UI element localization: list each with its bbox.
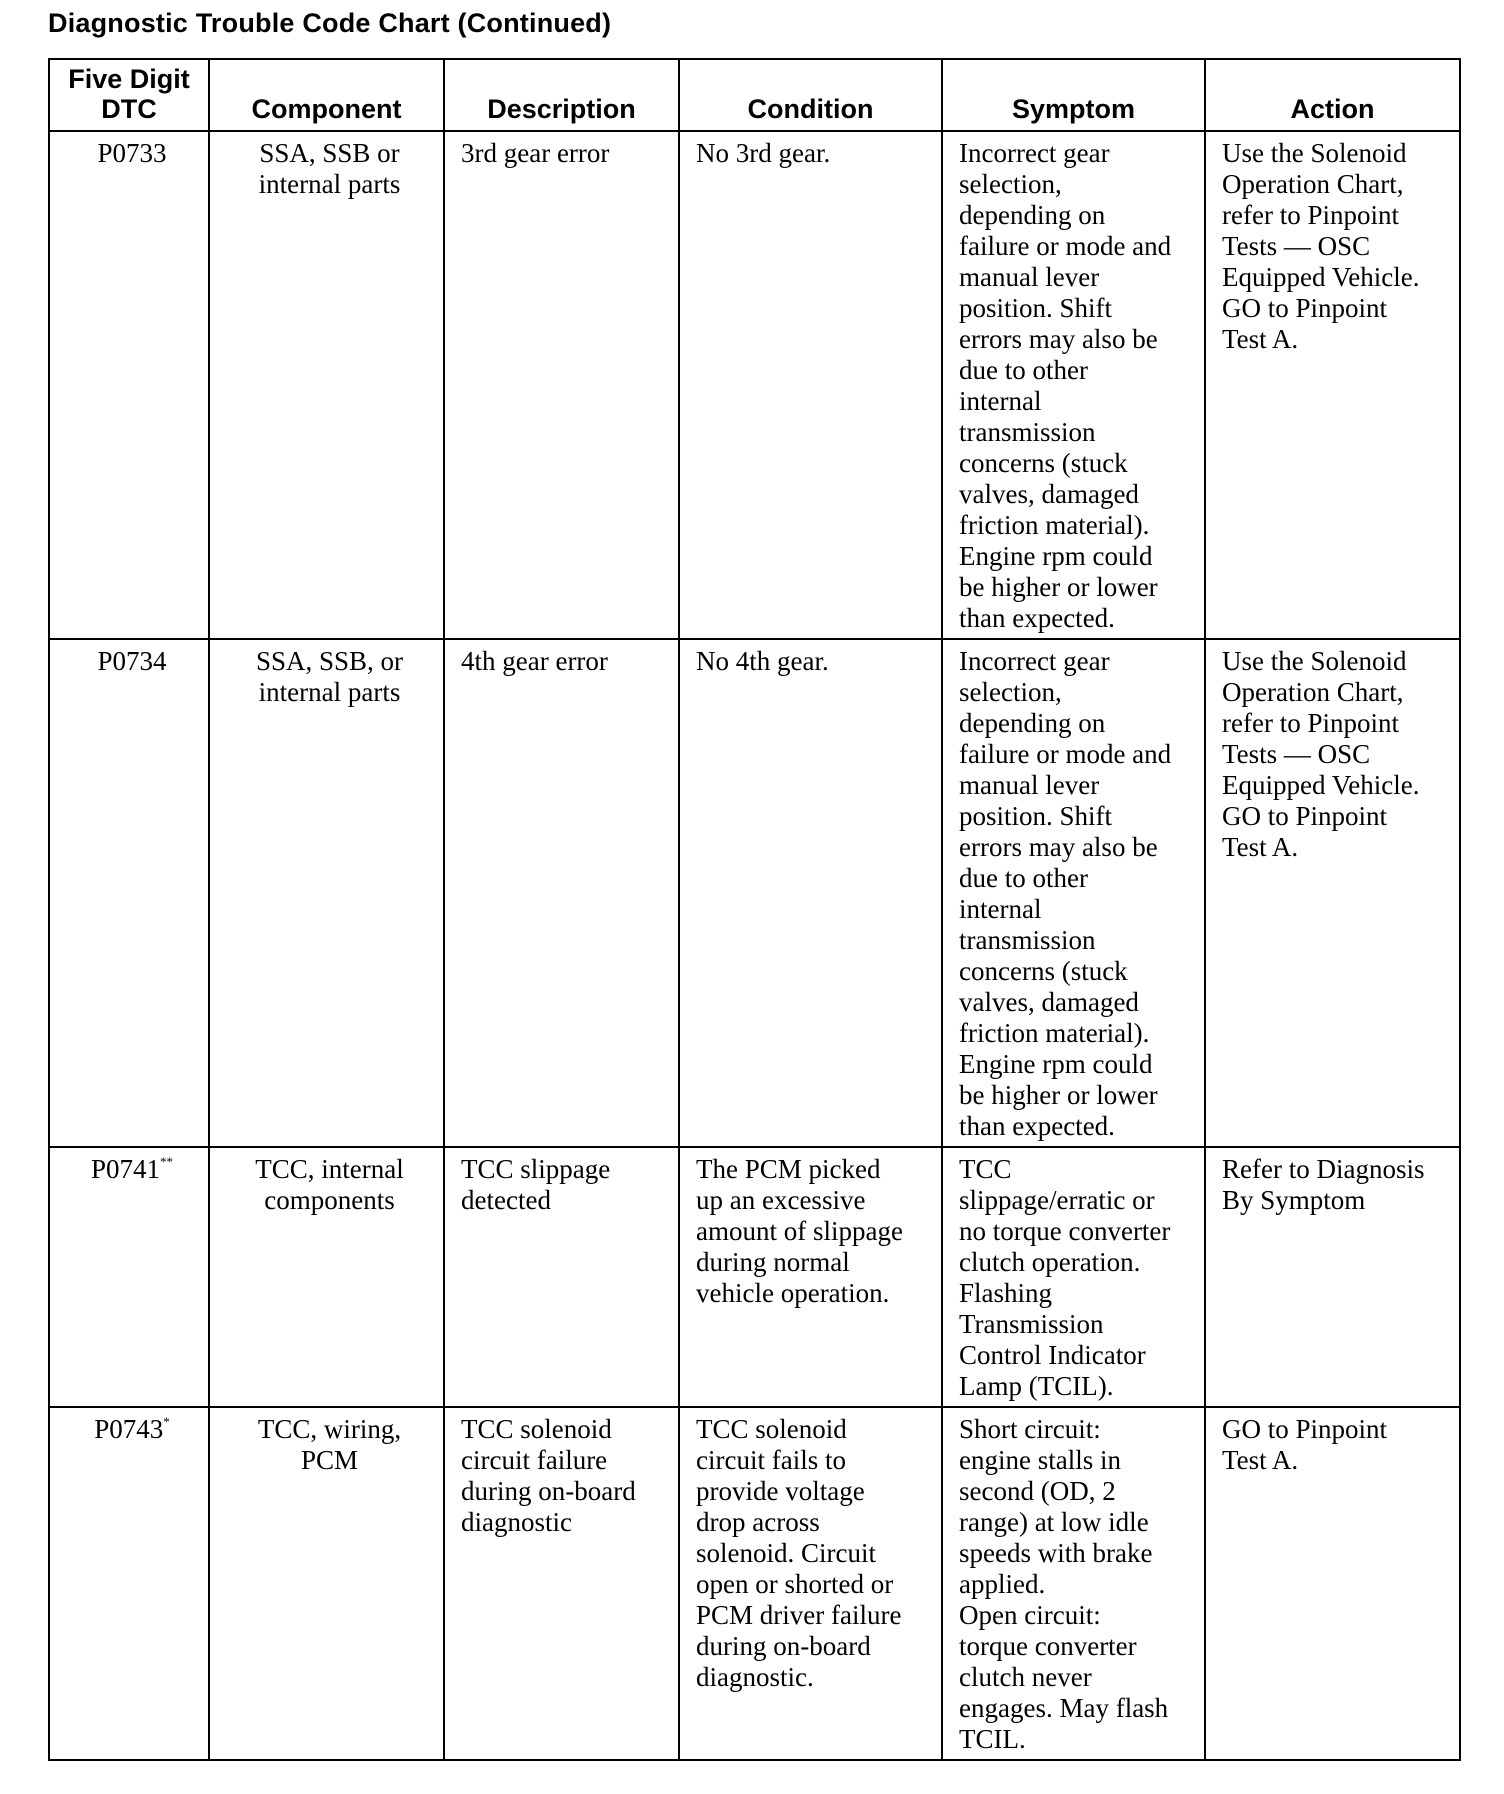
symptom-cell: Incorrect gear selection, depending on failure or mode and manual lever position. Shift errors may also be due to other internal transmission concerns (stuck valves, damaged friction material). Engine rpm could be higher or lower than expected.	[942, 131, 1205, 639]
table-row	[49, 1407, 1460, 1760]
dtc-chart-table	[48, 58, 1461, 1761]
condition-cell: TCC solenoid circuit fails to provide voltage drop across solenoid. Circuit open or shorted or PCM driver failure during on-board diagnostic.	[679, 1407, 942, 1760]
symptom-cell: Short circuit: engine stalls in second (OD, 2 range) at low idle speeds with brake applied. Open circuit: torque converter clutch never engages. May flash TCIL.	[942, 1407, 1205, 1760]
header-component: Component	[209, 59, 444, 131]
header-symptom: Symptom	[942, 59, 1205, 131]
header-description: Description	[444, 59, 679, 131]
dtc-cell: P0734	[49, 639, 209, 1147]
header-action: Action	[1205, 59, 1460, 131]
page-title: Diagnostic Trouble Code Chart (Continued)	[48, 8, 612, 38]
table-row	[49, 639, 1460, 1147]
description-cell: 4th gear error	[444, 639, 679, 1147]
symptom-cell: TCC slippage/erratic or no torque converter clutch operation. Flashing Transmission Control Indicator Lamp (TCIL).	[942, 1147, 1205, 1407]
table-row	[49, 1147, 1460, 1407]
condition-cell: No 4th gear.	[679, 639, 942, 1147]
component-cell: SSA, SSB or internal parts	[209, 131, 444, 639]
action-cell: Use the Solenoid Operation Chart, refer to Pinpoint Tests — OSC Equipped Vehicle. GO to Pinpoint Test A.	[1205, 131, 1460, 639]
dtc-footnote-mark: *	[163, 1414, 170, 1429]
symptom-cell: Incorrect gear selection, depending on failure or mode and manual lever position. Shift errors may also be due to other internal transmission concerns (stuck valves, damaged friction material). Engine rpm could be higher or lower than expected.	[942, 639, 1205, 1147]
component-cell: SSA, SSB, or internal parts	[209, 639, 444, 1147]
action-cell: GO to Pinpoint Test A.	[1205, 1407, 1460, 1760]
condition-cell: No 3rd gear.	[679, 131, 942, 639]
header-dtc: Five Digit DTC	[49, 59, 209, 131]
action-cell: Refer to Diagnosis By Symptom	[1205, 1147, 1460, 1407]
action-cell: Use the Solenoid Operation Chart, refer to Pinpoint Tests — OSC Equipped Vehicle. GO to Pinpoint Test A.	[1205, 639, 1460, 1147]
dtc-cell: P0741**	[49, 1147, 209, 1407]
header-condition: Condition	[679, 59, 942, 131]
component-cell: TCC, internal components	[209, 1147, 444, 1407]
description-cell: TCC solenoid circuit failure during on-board diagnostic	[444, 1407, 679, 1760]
dtc-cell: P0743*	[49, 1407, 209, 1760]
table-header-row	[49, 59, 1460, 131]
component-cell: TCC, wiring, PCM	[209, 1407, 444, 1760]
dtc-footnote-mark: **	[160, 1154, 174, 1169]
table-row	[49, 131, 1460, 639]
condition-cell: The PCM picked up an excessive amount of slippage during normal vehicle operation.	[679, 1147, 942, 1407]
dtc-cell: P0733	[49, 131, 209, 639]
description-cell: 3rd gear error	[444, 131, 679, 639]
description-cell: TCC slippage detected	[444, 1147, 679, 1407]
